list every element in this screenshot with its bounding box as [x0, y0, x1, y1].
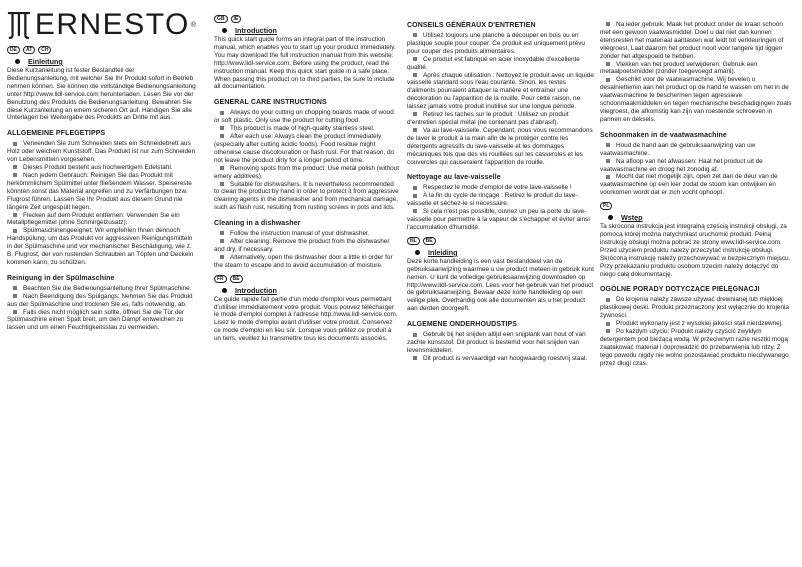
list-item: Dit product is vervaardigd van hoogwaardig roestvrij staal.: [407, 355, 595, 363]
list-item: Nach Beendigung des Spülgangs: Nehmen Sie das Produkt aus der Spülmaschine und trocknen Sie es, falls notwendig, ab.: [7, 292, 193, 308]
square-bullet-icon: [220, 166, 224, 170]
square-bullet-icon: [413, 194, 417, 198]
list-item: Removing spots from the product: Use metal polish (without emery additives).: [214, 164, 400, 180]
section-heading: Inleiding: [407, 248, 595, 257]
square-bullet-icon: [606, 62, 610, 66]
square-bullet-icon: [606, 175, 610, 179]
list-item: Geschikt voor de vaatwasmachine. Wij bevelen u desalniettemin aan het product op de hand te wassen om het in de vaatwasmachine te beschermen tegen agressieve schoonmaakmiddelen en tegen mechanische beschadigingen zoals vliegroest, die afkomstig kan zijn van roestende schroeven in pannen en deksels.: [600, 76, 792, 123]
country-badge: FR: [214, 275, 227, 283]
intro-paragraph: Deze korte handleiding is een vast bestanddeel van de gebruiksaanwijzing waarmee u uw product meteen in gebruik kunt nemen. U kunt de volledige gebruiksaanwijzing downloaden op http://www.lidl-service.com. Lees voor het gebruik van het product de gebruiksaanwijzing. Bewaar deze korte handleiding op een veilige plek. Overhandig ook alle documenten als u het product aan derden doorgeeft.: [407, 257, 594, 313]
list-item: Respectez le mode d'emploi de votre lave-vaisselle !: [407, 184, 595, 192]
section-heading: Einleitung: [7, 57, 196, 66]
square-bullet-icon: [413, 333, 417, 337]
bullet-dot-icon: [222, 288, 227, 293]
square-bullet-icon: [413, 128, 417, 132]
list-item: Si cela n'est pas possible, ouvrez un peu la porte du lave-vaisselle pour permettre à la vapeur de s'échapper et éviter ainsi l'accumulation d'humidité.: [407, 208, 590, 231]
square-bullet-icon: [413, 209, 417, 213]
square-bullet-icon: [13, 229, 17, 233]
list-item: Vlekken van het product verwijderen: Gebruik een metaalpoetsmiddel (zonder toegevoegd amaril).: [600, 60, 758, 76]
country-badge: GB: [214, 15, 228, 23]
country-badge: AT: [23, 46, 35, 54]
intro-paragraph: Diese Kurzanleitung ist fester Bestandteil der Bedienungsanleitung, mit welcher Sie Ihr Produkt sofort in Betrieb nehmen können. Sie können die vollständige Bedienungsanleitung unter http://www.lidl-service.com herunterladen. Lesen Sie vor der Benutzung des Produkts die Bedienungsanleitung. Bewahren Sie diese Kurzanleitung an einem sicheren Ort auf. Händigen Sie alle Unterlagen bei Weitergabe des Produkts an Dritte mit aus.: [7, 67, 196, 122]
country-badge: BE: [423, 237, 436, 245]
registered-mark: ®: [190, 21, 196, 29]
square-bullet-icon: [13, 286, 17, 290]
country-badges: [7, 46, 196, 54]
list-item: Mocht dat niet mogelijk zijn, open zet dan de deur van de vaatwasmachine op een kier zodat de stoom kan ontwijken en voorkomen wordt dat er zich vocht ophoopt.: [600, 173, 778, 197]
section-heading: Wstęp: [600, 213, 792, 222]
country-badge: IE: [231, 15, 242, 23]
list-item: Na ieder gebruik: Maak het product onder de kraan schoon met een gewoon vaatwasmiddel. Doet u dat niet dan kunnen etensresten het materiaal aantasten wat leidt tot verkleuringen of vliegroest. Laat daarom het product nooit voor langere tijd liggen zonder het afgespoeld te hebben.: [600, 21, 784, 60]
square-bullet-icon: [606, 159, 610, 163]
square-bullet-icon: [220, 111, 224, 115]
square-bullet-icon: [220, 239, 224, 243]
dishwasher-heading: Cleaning in a dishwasher: [214, 220, 301, 228]
square-bullet-icon: [13, 294, 17, 298]
list-item: After each use: Always clean the product immediately (especially after cutting acidic foods). Food residue might otherwise cause discolouration or flash rust. For that reason, do not leave the product dirty for a longer period of time.: [214, 133, 395, 164]
country-badge: PL: [600, 202, 612, 210]
square-bullet-icon: [220, 255, 224, 259]
square-bullet-icon: [13, 142, 17, 146]
square-bullet-icon: [606, 298, 610, 302]
column-en-fr: [214, 6, 400, 343]
country-badges: [214, 15, 400, 23]
bullet-dot-icon: [608, 215, 613, 220]
intro-paragraph: Ce guide rapide fait partie d'un mode d'emploi vous permettant d'utiliser immédiatement votre produit. Vous pouvez télécharger le mode d'emploi complet à l'adresse http://www.lidl-service.com. Lisez le mode d'emploi avant d'utiliser votre produit. Conservez ce mode d'emploi en lieu sûr. Lorsque vous prêtez ce produit à un tiers, veuillez lui transmettre tous les documents associés.: [214, 295, 398, 343]
square-bullet-icon: [13, 213, 17, 217]
care-heading: GENERAL CARE INSTRUCTIONS: [214, 99, 327, 107]
care-heading: OGÓLNE PORADY DOTYCZĄCE PIELĘGNACJI: [600, 286, 760, 294]
list-item: Va au lave-vaisselle. Cependant, nous vous recommandons de laver le produit à la main afin de le protéger contre les détergents agressifs du lave-vaisselle et les dommages mécaniques tels que des vis rouillées sur les casseroles et les couvercles qui causeraient l'apparition de rouille.: [407, 126, 593, 166]
list-item: Always do your cutting on chopping boards made of wood or soft plastic. Only use the product for cutting food.: [214, 109, 394, 125]
country-badges: [214, 275, 400, 283]
square-bullet-icon: [606, 322, 610, 326]
list-item: Na afloop van het afwassen: Haal het product uit de vaatwasmachine en droog het zonodig af.: [600, 157, 763, 173]
list-item: Suitable for dishwashers. It is nevertheless recommended to clean the product by hand in order to protect it from aggressive cleaning agents in the dishwasher and from mechanical damage, such as flash rust, resulting from rusting screws in pots and lids.: [214, 180, 399, 212]
dishwasher-heading: Schoonmaken in de vaatwasmachine: [600, 131, 727, 139]
care-heading: ALGEMENE ONDERHOUDSTIPS: [407, 321, 518, 329]
care-heading: ALLGEMEINE PFLEGETIPPS: [7, 130, 106, 138]
square-bullet-icon: [413, 112, 417, 116]
list-item: Beachten Sie die Bedienungsanleitung Ihrer Spülmaschine.: [7, 285, 196, 293]
square-bullet-icon: [606, 329, 610, 333]
bullet-dot-icon: [415, 250, 420, 255]
list-item: Falls dies nicht möglich sein sollte, öffnen Sie die Tür der Spülmaschine einen Spalt breit, um den Dampf entweichen zu lassen und um einen Feuchtigkeitsstau zu vermeiden.: [7, 308, 185, 332]
list-item: Po każdym użyciu: Produkt należy czyścić zwykłym detergentem pod bieżącą wodą. W przeciwnym razie resztki mogą zaatakować materiał i doprowadzić do przebarwienia lub rdzy. Z tego powodu nigdy nie wolno pozostawiać produktu nieużywanego przez długi czas.: [600, 328, 789, 367]
country-badge: NL: [407, 237, 420, 245]
list-item: Spülmaschinengeeignet: Wir empfehlen Ihnen dennoch Handspülung, um das Produkt vor aggressiven Reinigungsmitteln in der Spülmaschine und vor mechanischer Beschädigung, wie z. B. Flugrost, der von rostenden Schrauben an Töpfen und Deckeln kommen kann, zu schützen.: [7, 227, 194, 266]
bullet-dot-icon: [15, 59, 20, 64]
bullet-dot-icon: [222, 28, 227, 33]
country-badge: DE: [7, 46, 20, 54]
square-bullet-icon: [413, 57, 417, 61]
square-bullet-icon: [220, 134, 224, 138]
square-bullet-icon: [13, 173, 17, 177]
list-item: After cleaning: Remove the product from the dishwasher and dry, if necessary.: [214, 238, 390, 253]
square-bullet-icon: [220, 126, 224, 130]
square-bullet-icon: [13, 310, 17, 314]
list-item: Do krojenia należy zawsze używać drewnianej lub miękkiej plastikowej deski. Produkt przeznaczony jest wyłącznie do krojenia żywności.: [600, 296, 789, 320]
column-de: [7, 0, 196, 332]
country-badge: CH: [38, 46, 51, 54]
care-heading: CONSEILS GÉNÉRAUX D'ENTRETIEN: [407, 22, 536, 29]
list-item: Dieses Produkt besteht aus hochwertigem Edelstahl.: [7, 164, 196, 172]
intro-paragraph: Ta skrócona instrukcja jest integralną częścią instrukcji obsługi, za pomocą której można natychmiast uruchomić produkt. Pełną instrukcję obsługi można pobrać ze strony www.lidl-service.com. Przed użyciem produktu należy przeczytać instrukcję obsługi. Skróconą instrukcję należy przechowywać w bezpiecznym miejscu. Przy przekazaniu produktu osobom trzecim należy dołączyć do niego całą dokumentację.: [600, 223, 791, 278]
list-item: Verwenden Sie zum Schneiden stets ein Schneidebrett aus Holz oder weichem Kunststoff. Das Produkt ist nur zum Schneiden von Lebensmitteln vorgesehen.: [7, 140, 196, 164]
country-badges: [407, 237, 595, 245]
section-heading: Introduction: [214, 286, 400, 295]
list-item: À la fin du cycle de rinçage : Retirez le produit du lave-vaisselle et séchez-le si nécessaire.: [407, 192, 578, 208]
list-item: Retirez les taches sur le produit : Utilisez un produit d'entretien spécial métal (ne contenant pas d'abrasif).: [407, 111, 569, 126]
column-fr-nl: [407, 21, 595, 363]
list-item: This product is made of high-quality stainless steel.: [214, 125, 400, 133]
square-bullet-icon: [220, 231, 224, 235]
square-bullet-icon: [413, 33, 417, 37]
list-item: Utilisez toujours une planche à découper en bois ou en plastique souple pour couper. Ce produit est uniquement prévu pour couper des produits alimentaires.: [407, 32, 585, 55]
square-bullet-icon: [413, 73, 417, 77]
square-bullet-icon: [13, 165, 17, 169]
dishwasher-heading: Reinigung in der Spülmaschine: [7, 274, 115, 282]
list-item: Ce produit est fabriqué en acier inoxydable d'excellente qualité.: [407, 55, 580, 71]
list-item: Produkt wykonany jest z wysokiej jakości stali nierdzewnej.: [600, 320, 792, 328]
square-bullet-icon: [606, 78, 610, 82]
section-heading: Introduction: [214, 26, 400, 35]
dishwasher-heading: Nettoyage au lave-vaisselle: [407, 174, 501, 182]
country-badge: BE: [230, 275, 243, 283]
brand-name: ERNESTO: [34, 8, 190, 41]
list-item: Houd de hand aan de gebruiksaanwijzing van uw vaatwasmachine.: [600, 141, 756, 157]
country-badges: [600, 202, 792, 210]
list-item: Flecken auf dem Produkt entfernen: Verwenden Sie ein Metallpflegemittel (ohne Schmirgelzusatz).: [7, 211, 180, 227]
brand-logo: [7, 8, 196, 42]
intro-paragraph: This quick start guide forms an integral part of the instruction manual, which enables you to start up your product immediately. You may download the full instruction manual from this website: http://www.lidl-service.com. Before using the product, read the instruction manual. Keep this quick start guide in a safe place. When passing this product on to third parties, be sure to include all documentation.: [214, 36, 396, 91]
column-nl-pl: [600, 21, 792, 368]
ernesto-logo-icon: [7, 9, 31, 41]
square-bullet-icon: [413, 186, 417, 190]
list-item: Follow the instruction manual of your dishwasher.: [214, 230, 400, 238]
square-bullet-icon: [413, 356, 417, 360]
square-bullet-icon: [220, 182, 224, 186]
list-item: Alternatively, open the dishwasher door a little in order for the steam to escape and to avoid accumulation of moisture.: [214, 253, 393, 269]
list-item: Gebruik bij het snijden altijd een snijplank van hout of van zachte kunststof. Dit product is bestemd voor het snijden van levensmiddelen.: [407, 331, 586, 354]
list-item: Nach jedem Gebrauch: Reinigen Sie das Produkt mit herkömmlichem Spülmittel unter fließendem Wasser. Speisereste könnten sonst das Material angreifen und zu Verfärbungen bzw. Flugrost führen. Lassen Sie Ihr Produkt aus diesem Grund nie längere Zeit ungespült liegen.: [7, 171, 192, 211]
list-item: Après chaque utilisation : Nettoyez le produit avec un liquide vaisselle standard sous l'eau courante. Sinon, les restes d'aliments pourraient attaquer la matière et entraîner une décoloration ou l'apparition de la rouille. Pour cette raison, ne laissez jamais votre produit inutilisé sur une longue période.: [407, 71, 594, 111]
square-bullet-icon: [606, 143, 610, 147]
square-bullet-icon: [606, 22, 610, 26]
